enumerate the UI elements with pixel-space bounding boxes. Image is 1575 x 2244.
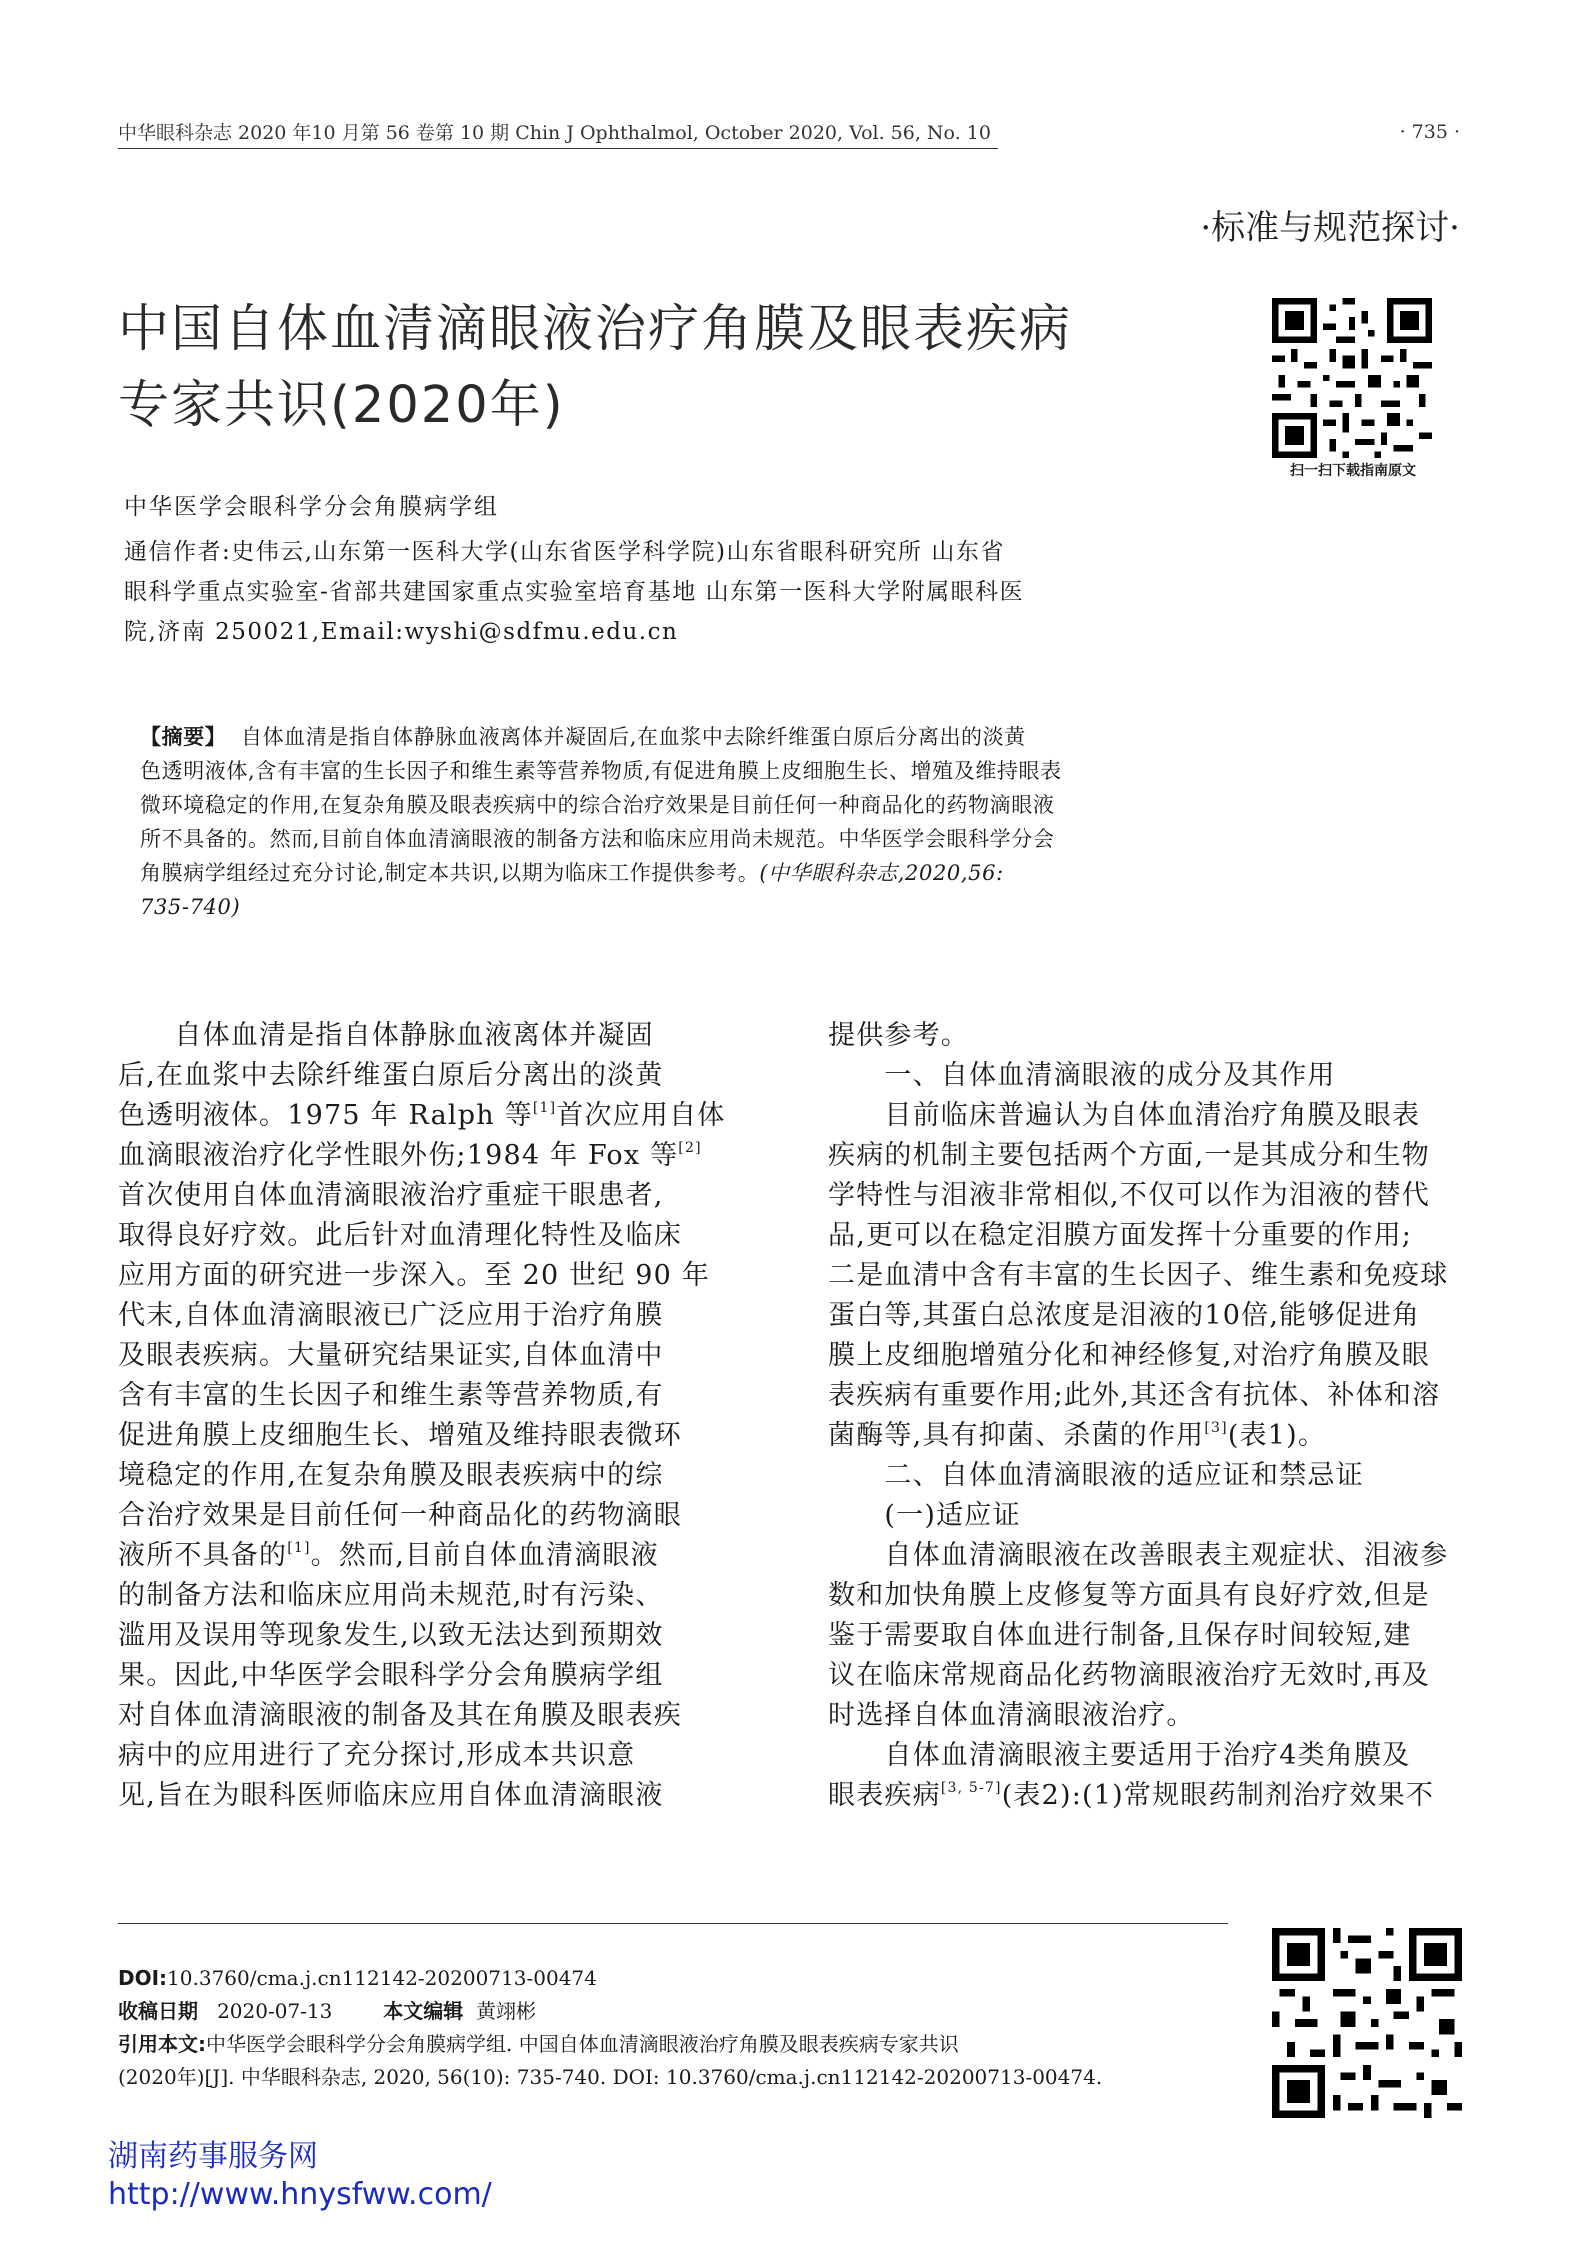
body-line: 膜上皮细胞增殖分化和神经修复,对治疗角膜及眼 (828, 1340, 1430, 1371)
correspondence-line: 通信作者:史伟云,山东第一医科大学(山东省医学科学院)山东省眼科研究所 山东省 (124, 539, 1005, 565)
body-line: 学特性与泪液非常相似,不仅可以作为泪液的替代 (828, 1180, 1430, 1211)
watermark (108, 2138, 708, 2214)
citation-ref[interactable]: [3, 5-7] (940, 1780, 1002, 1796)
body-line: 合治疗效果是目前任何一种商品化的药物滴眼 (118, 1500, 682, 1531)
journal-header: 中华眼科杂志 2020 年10 月第 56 卷第 10 期 Chin J Ophthalmol, October 2020, Vol. 56, No. 10 (118, 118, 998, 149)
author-organization: 中华医学会眼科学分会角膜病学组 (124, 494, 499, 520)
body-line: 代末,自体血清滴眼液已广泛应用于治疗角膜 (118, 1300, 664, 1331)
correspondence-block (124, 532, 1224, 652)
watermark-site-name: 湖南药事服务网 (108, 2139, 318, 2174)
watermark-url-link[interactable]: http://www.hnysfww.com/ (108, 2177, 492, 2212)
abstract (140, 720, 1200, 924)
abstract-label: 【摘要】 (140, 725, 227, 749)
citation-ref[interactable]: [3] (1204, 1420, 1228, 1436)
section-heading: 一、自体血清滴眼液的成分及其作用 (828, 1060, 1336, 1091)
received-date: 2020-07-13 (217, 1999, 333, 2023)
body-line: 蛋白等,其蛋白总浓度是泪液的10倍,能够促进角 (828, 1300, 1421, 1331)
abstract-line: 角膜病学组经过充分讨论,制定本共识,以期为临床工作提供参考。 (140, 861, 760, 885)
citation-ref[interactable]: [1] (287, 1540, 311, 1556)
body-line: 液所不具备的[1]。然而,目前自体血清滴眼液 (118, 1540, 659, 1571)
body-line: 二是血清中含有丰富的生长因子、维生素和免疫球 (828, 1260, 1449, 1291)
body-line: 血滴眼液治疗化学性眼外伤;1984 年 Fox 等[2] (118, 1140, 702, 1171)
title-line-2: 专家共识(2020年) (118, 376, 565, 435)
body-line: 菌酶等,具有抑菌、杀菌的作用[3](表1)。 (828, 1420, 1327, 1451)
page-number: · 735 · (1399, 121, 1460, 143)
body-line: 眼表疾病[3, 5-7](表2):(1)常规眼药制剂治疗效果不 (828, 1780, 1435, 1811)
body-line: 色透明液体。1975 年 Ralph 等[1]首次应用自体 (118, 1100, 726, 1131)
citation-ref[interactable]: [1] (532, 1100, 557, 1116)
body-line: 议在临床常规商品化药物滴眼液治疗无效时,再及 (828, 1660, 1430, 1691)
body-line: 促进角膜上皮细胞生长、增殖及维持眼表微环 (118, 1420, 682, 1451)
body-line: 的制备方法和临床应用尚未规范,时有污染、 (118, 1580, 664, 1611)
article-title (118, 292, 1178, 444)
body-line: 自体血清滴眼液主要适用于治疗4类角膜及 (828, 1740, 1411, 1771)
body-line: 应用方面的研究进一步深入。至 20 世纪 90 年 (118, 1260, 711, 1291)
cite-label: 引用本文: (118, 2032, 206, 2056)
title-line-1: 中国自体血清滴眼液治疗角膜及眼表疾病 (118, 300, 1073, 359)
body-line: 首次使用自体血清滴眼液治疗重症干眼患者, (118, 1180, 664, 1211)
editor-label: 本文编辑 (383, 1999, 464, 2023)
body-line: 自体血清是指自体静脉血液离体并凝固 (118, 1020, 654, 1051)
body-line: 自体血清滴眼液在改善眼表主观症状、泪液参 (828, 1540, 1449, 1571)
abstract-citation: (中华眼科杂志,2020,56: (759, 861, 1004, 885)
body-line: 后,在血浆中去除纤维蛋白原后分离出的淡黄 (118, 1060, 664, 1091)
footer-divider (118, 1923, 1228, 1924)
doi-label: DOI: (118, 1966, 168, 1990)
abstract-citation-pages: 735-740) (140, 895, 241, 919)
body-line: 时选择自体血清滴眼液治疗。 (828, 1700, 1195, 1731)
body-line: 表疾病有重要作用;此外,其还含有抗体、补体和溶 (828, 1380, 1441, 1411)
citation-ref[interactable]: [2] (678, 1140, 702, 1156)
abstract-line: 色透明液体,含有丰富的生长因子和维生素等营养物质,有促进角膜上皮细胞生长、增殖及维持眼表 (140, 759, 1062, 783)
body-line: 及眼表疾病。大量研究结果证实,自体血清中 (118, 1340, 664, 1371)
body-line: 提供参考。 (828, 1020, 969, 1051)
correspondence-line: 眼科学重点实验室-省部共建国家重点实验室培育基地 山东第一医科大学附属眼科医 (124, 579, 1025, 605)
qr-caption: 扫一扫下载指南原文 (1290, 463, 1416, 479)
subsection-heading: (一)适应证 (828, 1500, 1021, 1531)
section-heading: 二、自体血清滴眼液的适应证和禁忌证 (828, 1460, 1364, 1491)
body-line: 见,旨在为眼科医师临床应用自体血清滴眼液 (118, 1780, 664, 1811)
body-column-left (118, 1016, 758, 1816)
doi-value[interactable]: 10.3760/cma.j.cn112142-20200713-00474 (167, 1966, 597, 1990)
body-line: 境稳定的作用,在复杂角膜及眼表疾病中的综 (118, 1460, 664, 1491)
body-line: 取得良好疗效。此后针对血清理化特性及临床 (118, 1220, 682, 1251)
body-line: 数和加快角膜上皮修复等方面具有良好疗效,但是 (828, 1580, 1430, 1611)
cite-text-continued: (2020年)[J]. 中华眼科杂志, 2020, 56(10): 735-740. DOI: 10.3760/cma.j.cn112142-20200713-00474. (118, 2065, 1103, 2089)
correspondence-line: 院,济南 250021,Email:wyshi@sdfmu.edu.cn (124, 619, 679, 645)
qr-code-article-icon[interactable] (1272, 1928, 1462, 2118)
section-tag: ·标准与规范探讨· (1200, 208, 1460, 248)
body-line: 滥用及误用等现象发生,以致无法达到预期效 (118, 1620, 664, 1651)
body-line: 鉴于需要取自体血进行制备,且保存时间较短,建 (828, 1620, 1412, 1651)
received-label: 收稿日期 (118, 1999, 198, 2023)
abstract-line: 所不具备的。然而,目前自体血清滴眼液的制备方法和临床应用尚未规范。中华医学会眼科学分会 (140, 827, 1055, 851)
body-line: 品,更可以在稳定泪膜方面发挥十分重要的作用; (828, 1220, 1413, 1251)
body-line: 目前临床普遍认为自体血清治疗角膜及眼表 (828, 1100, 1421, 1131)
body-column-right (828, 1016, 1468, 1816)
abstract-line: 自体血清是指自体静脉血液离体并凝固后,在血浆中去除纤维蛋白原后分离出的淡黄 (240, 725, 1026, 749)
cite-text: 中华医学会眼科学分会角膜病学组. 中国自体血清滴眼液治疗角膜及眼表疾病专家共识 (206, 2032, 959, 2056)
body-line: 含有丰富的生长因子和维生素等营养物质,有 (118, 1380, 664, 1411)
body-line: 病中的应用进行了充分探讨,形成本共识意 (118, 1740, 636, 1771)
body-line: 疾病的机制主要包括两个方面,一是其成分和生物 (828, 1140, 1430, 1171)
qr-code-download-icon[interactable] (1272, 298, 1432, 458)
body-line: 对自体血清滴眼液的制备及其在角膜及眼表疾 (118, 1700, 682, 1731)
body-line: 果。因此,中华医学会眼科学分会角膜病学组 (118, 1660, 664, 1691)
editor-name: 黄翊彬 (475, 1999, 536, 2023)
article-footer (118, 1962, 1238, 2094)
abstract-line: 微环境稳定的作用,在复杂角膜及眼表疾病中的综合治疗效果是目前任何一种商品化的药物滴眼液 (140, 793, 1055, 817)
